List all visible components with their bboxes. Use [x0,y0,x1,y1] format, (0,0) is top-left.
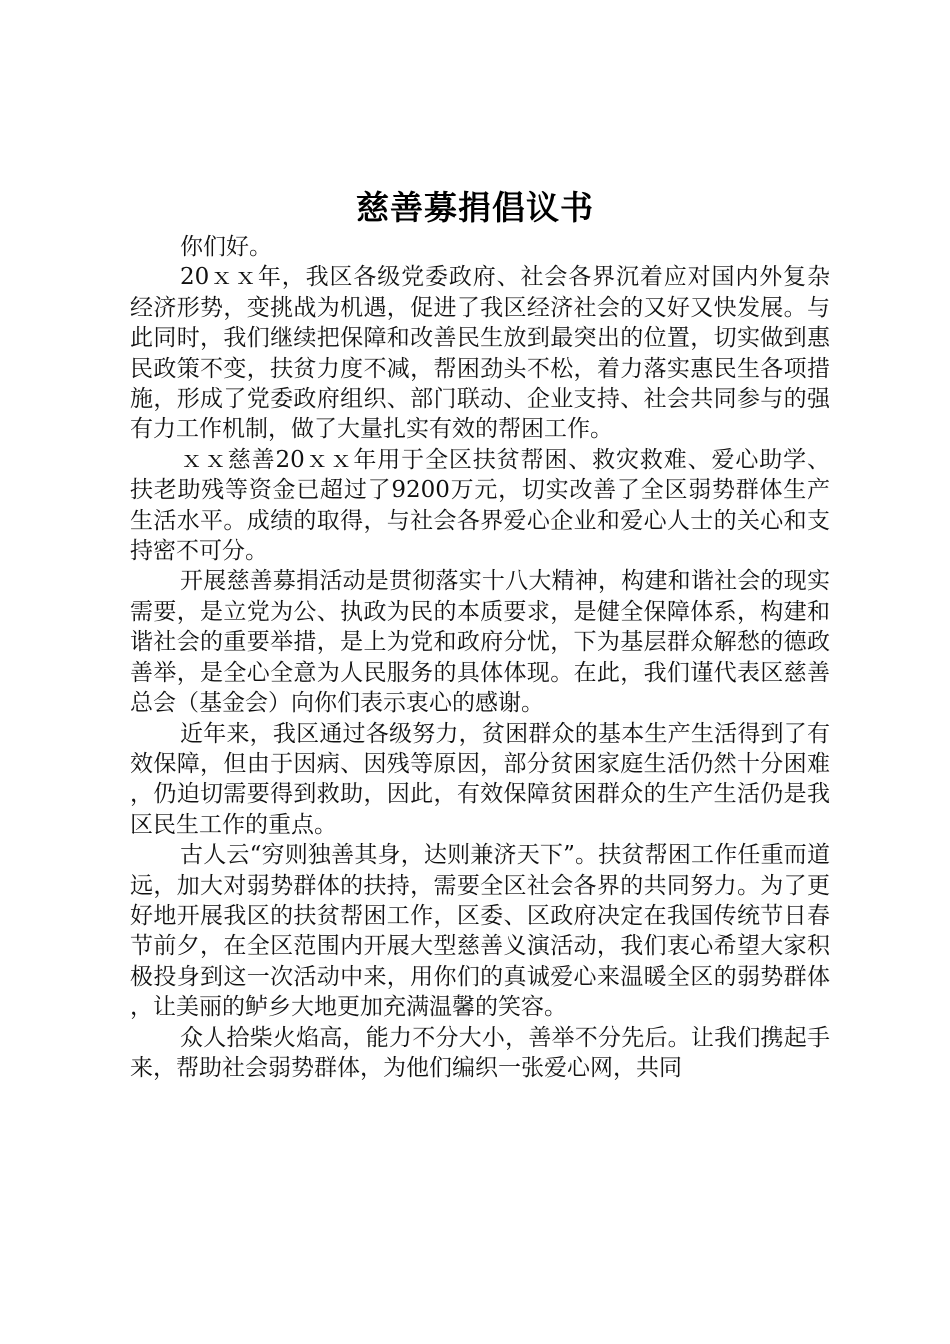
body-paragraph: 开展慈善募捐活动是贯彻落实十八大精神，构建和谐社会的现实需要，是立党为公、执政为民的本质要求，是健全保障体系，构建和谐社会的重要举措，是上为党和政府分忧，下为基层群众解愁的德政善举，是全心全意为人民服务的具体体现。在此，我们谨代表区慈善总会（基金会）向你们表示衷心的感谢。 [130,568,830,717]
body-paragraph: 近年来，我区通过各级努力，贫困群众的基本生产生活得到了有效保障，但由于因病、因残等原因，部分贫困家庭生活仍然十分困难，仍迫切需要得到救助，因此，有效保障贫困群众的生产生活仍是我区民生工作的重点。 [130,720,830,838]
body-paragraph: ｘｘ慈善20ｘｘ年用于全区扶贫帮困、救灾救难、爱心助学、扶老助残等资金已超过了9200万元，切实改善了全区弱势群体生产生活水平。成绩的取得，与社会各界爱心企业和爱心人士的关心和支持密不可分。 [130,446,830,565]
body-paragraph: 众人拾柴火焰高，能力不分大小，善举不分先后。让我们携起手来，帮助社会弱势群体，为他们编织一张爱心网，共同 [130,1024,830,1081]
greeting-paragraph: 你们好。 [180,234,272,260]
document-title: 慈善募捐倡议书 [356,188,594,227]
body-paragraph: 20ｘｘ年，我区各级党委政府、社会各界沉着应对国内外复杂经济形势，变挑战为机遇，促进了我区经济社会的又好又快发展。与此同时，我们继续把保障和改善民生放到最突出的位置，切实做到惠民政策不变，扶贫力度不减，帮困劲头不松，着力落实惠民生各项措施，形成了党委政府组织、部门联动、企业支持、社会共同参与的强有力工作机制，做了大量扎实有效的帮困工作。 [130,264,830,443]
body-paragraph: 古人云“穷则独善其身，达则兼济天下”。扶贫帮困工作任重而道远，加大对弱势群体的扶持，需要全区社会各界的共同努力。为了更好地开展我区的扶贫帮困工作，区委、区政府决定在我国传统节日春节前夕，在全区范围内开展大型慈善义演活动，我们衷心希望大家积极投身到这一次活动中来，用你们的真诚爱心来温暖全区的弱势群体，让美丽的鲈乡大地更加充满温馨的笑容。 [130,842,830,1021]
document-body [130,232,830,1083]
